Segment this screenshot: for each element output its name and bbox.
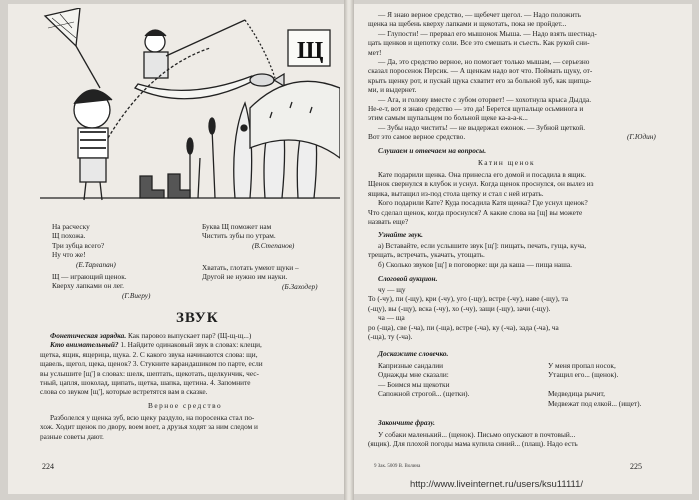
finish-phrase-heading: Закончите фразу. xyxy=(378,418,435,427)
line: Кого подарили Кате? Куда посадила Катя щенка? Где уснул щенок? xyxy=(378,198,588,208)
illustration xyxy=(40,8,340,208)
syllable-exercise xyxy=(368,285,568,341)
sound-exercise xyxy=(368,241,586,269)
poem-3-line: Кверху лапками он лег. xyxy=(52,281,124,291)
line: трещать, встречать, укачать, утощать. xyxy=(368,250,485,260)
poem-3 xyxy=(52,272,150,300)
line: слова со звуком [щ'], которые встретятся вам в сказке. xyxy=(40,387,208,397)
line: Медвежат под елкой... (ищет). xyxy=(548,398,642,408)
line: — Зубы надо чистить! — не выдержал ежонок. — Зубной щеткой. xyxy=(378,122,586,132)
story-author: (Г.Юдин) xyxy=(627,132,656,141)
line: хож. Ходит щенок по двору, воем воет, а друзья ходят за ним следом и xyxy=(40,422,258,432)
line: разные советы дают. xyxy=(40,431,104,441)
line: (-щу), вы (-щу), вска (-чу), хо (-чу), защи (-щу), зачи (-щу). xyxy=(368,303,551,313)
line: щетка, ящик, ящерица, щука. 2. С какого звука начинаются слова: щи, xyxy=(40,349,258,359)
line: ящика, вытащил из-под стола щетку и стал с ней играть. xyxy=(368,188,544,198)
line: (-ща), ту (-ча). xyxy=(368,332,413,342)
line: — Я знаю верное средство, — щебечет щегол. — Надо положить xyxy=(378,10,581,19)
story-continuation xyxy=(368,10,597,142)
line: щавель, щегол, щека, щенок? 3. Стукните карандашиком по парте, если xyxy=(40,359,263,369)
poem-4-line: Другой не нужно им науки. xyxy=(202,272,288,282)
rhyme-right xyxy=(548,361,641,408)
line: мет! xyxy=(368,47,382,57)
questions-heading: Слушаем и отвечаем на вопросы. xyxy=(378,146,487,155)
line: Не-е-т, вот я знаю средство — это да! Берется щупальце осьминога и xyxy=(368,104,584,114)
line: цать щенков и щепотку соли. Все это смешать и съесть. Как рукой сни- xyxy=(368,38,590,48)
poem-3-line: Щ — играющий щенок. xyxy=(52,272,127,281)
rhyme-left xyxy=(378,361,469,399)
line: Разболелся у щенка зуб, всю щеку раздуло, на поросенка стал по- xyxy=(50,413,255,422)
line: ро (-ща), све (-ча), пи (-ща), встре (-ча), ку (-ча), зада (-ча), ча xyxy=(368,322,559,332)
story-title: Верное средство xyxy=(148,401,223,410)
poem-1 xyxy=(52,222,116,269)
line: Однажды мне сказали: xyxy=(378,370,449,380)
story-subtitle: Катин щенок xyxy=(478,158,536,167)
line: Как паровоз выпускает пар? (Щ-щ-щ...) xyxy=(126,331,252,340)
line: ми, и выдернет. xyxy=(368,85,417,95)
line: Щенок свернулся в клубок и уснул. Когда щенок проснулся, он вылез из xyxy=(368,179,594,189)
phonetic-exercise xyxy=(40,331,263,397)
poem-2-line: Чистить зубы по утрам. xyxy=(202,231,276,241)
page-number-left: 224 xyxy=(42,462,54,471)
line: Что сделал щенок, когда проснулся? А какие слова на [щ] вы можете xyxy=(368,207,583,217)
line: Сапожной строгой... (щетки). xyxy=(378,389,470,399)
line: — Ага, и голову вместе с зубом оторвет! — хохотнула крыса Дыдда. xyxy=(378,94,592,104)
letter-card-text: Щ xyxy=(297,38,324,64)
poem-2-line: Буква Щ поможет нам xyxy=(202,222,272,231)
poem-1-line: Щ похожа. xyxy=(52,231,86,241)
line: крыть щенку рот, и пускай щука схватит его за больной зуб, как щипца- xyxy=(368,75,592,85)
line: этим самым щупальцем по больной щеке ка-а-а-к... xyxy=(368,113,528,123)
line: 1. Найдите одинаковый звук в словах: клещи, xyxy=(118,340,262,350)
poem-2-author: (В.Степанов) xyxy=(252,240,295,250)
page-number-right: 225 xyxy=(630,462,642,471)
line: Утащил его... (щенок). xyxy=(548,370,619,380)
spacer xyxy=(548,380,641,389)
line: У меня пропал носок, xyxy=(548,361,616,370)
poem-2 xyxy=(202,222,294,250)
line: б) Сколько звуков [щ'] в поговорке: щи да каша — пища наша. xyxy=(378,259,572,269)
line: сказал поросенок Персик. — А щенкам надо вот что. Поймать щуку, от- xyxy=(368,66,593,76)
line: Кате подарили щенка. Она принесла его домой и посадила в ящик. xyxy=(378,170,586,179)
line: — Боимся мы щекотки xyxy=(378,379,450,389)
line: чу — щу xyxy=(378,285,406,294)
line: Медведица рычит, xyxy=(548,389,605,399)
line: вы услышите [щ'] в словах: шелк, шептать, щекотать, щелкунчик, чес- xyxy=(40,368,259,378)
poem-1-author: (Е.Тарлапан) xyxy=(76,259,116,269)
poem-1-line: Ну что же! xyxy=(52,250,86,260)
book-gutter xyxy=(344,0,354,500)
poem-1-line: На расческу xyxy=(52,222,90,231)
phrase-exercise xyxy=(368,430,578,449)
lead: Кто внимательный? xyxy=(50,340,119,350)
poem-4-author: (Б.Заходер) xyxy=(282,281,318,291)
poem-1-line: Три зубца всего? xyxy=(52,240,105,250)
line: Вот это самое верное средство. xyxy=(368,132,466,142)
line: ча — ща xyxy=(378,313,405,323)
line: — Да, это средство верное, но помогает только мышам, — серьезно xyxy=(378,57,590,67)
poem-4-line: Хватать, глотать умеют щуки – xyxy=(202,263,299,272)
finish-word-heading: Доскажите словечко. xyxy=(378,349,449,358)
line: (ящик). Для плохой погоды мама купила синий... (плащ). Надо есть xyxy=(368,439,578,449)
katya-story xyxy=(368,170,594,226)
syllable-heading: Слоговой аукцион. xyxy=(378,274,438,283)
footer-note: 9 Зак. 5009 В. Волина xyxy=(374,464,421,469)
poem-4 xyxy=(202,263,318,291)
story-start xyxy=(40,413,258,441)
line: тный, цапля, шоколад, щипать, щетка, шапка, щетина. 4. Запомните xyxy=(40,378,251,388)
line: назвать еще? xyxy=(368,217,409,227)
watermark-url: http://www.liveinternet.ru/users/ksu11111/ xyxy=(410,479,584,490)
section-heading: ЗВУК xyxy=(176,310,219,326)
line: щенка на щебень кверху лапками и щекотать, пока не пройдет... xyxy=(368,19,567,29)
line: То (-чу), пи (-щу), кри (-чу), уго (-щу), встре (-чу), наве (-щу), та xyxy=(368,294,569,304)
poem-3-author: (Г.Виеру) xyxy=(122,290,151,300)
line: — Глупости! — прервал его мышонок Мыша. — Надо взять шестнад- xyxy=(378,28,597,38)
line: У собаки маленький... (щенок). Письмо опускают в почтовый... xyxy=(378,430,576,439)
line: а) Вставайте, если услышите звук [щ']: пищать, печать, гуща, куча, xyxy=(378,241,587,250)
line: Капризные сандалии xyxy=(378,361,444,370)
lead: Фонетическая зарядка. xyxy=(50,331,127,340)
sound-heading: Узнайте звук. xyxy=(378,230,423,239)
